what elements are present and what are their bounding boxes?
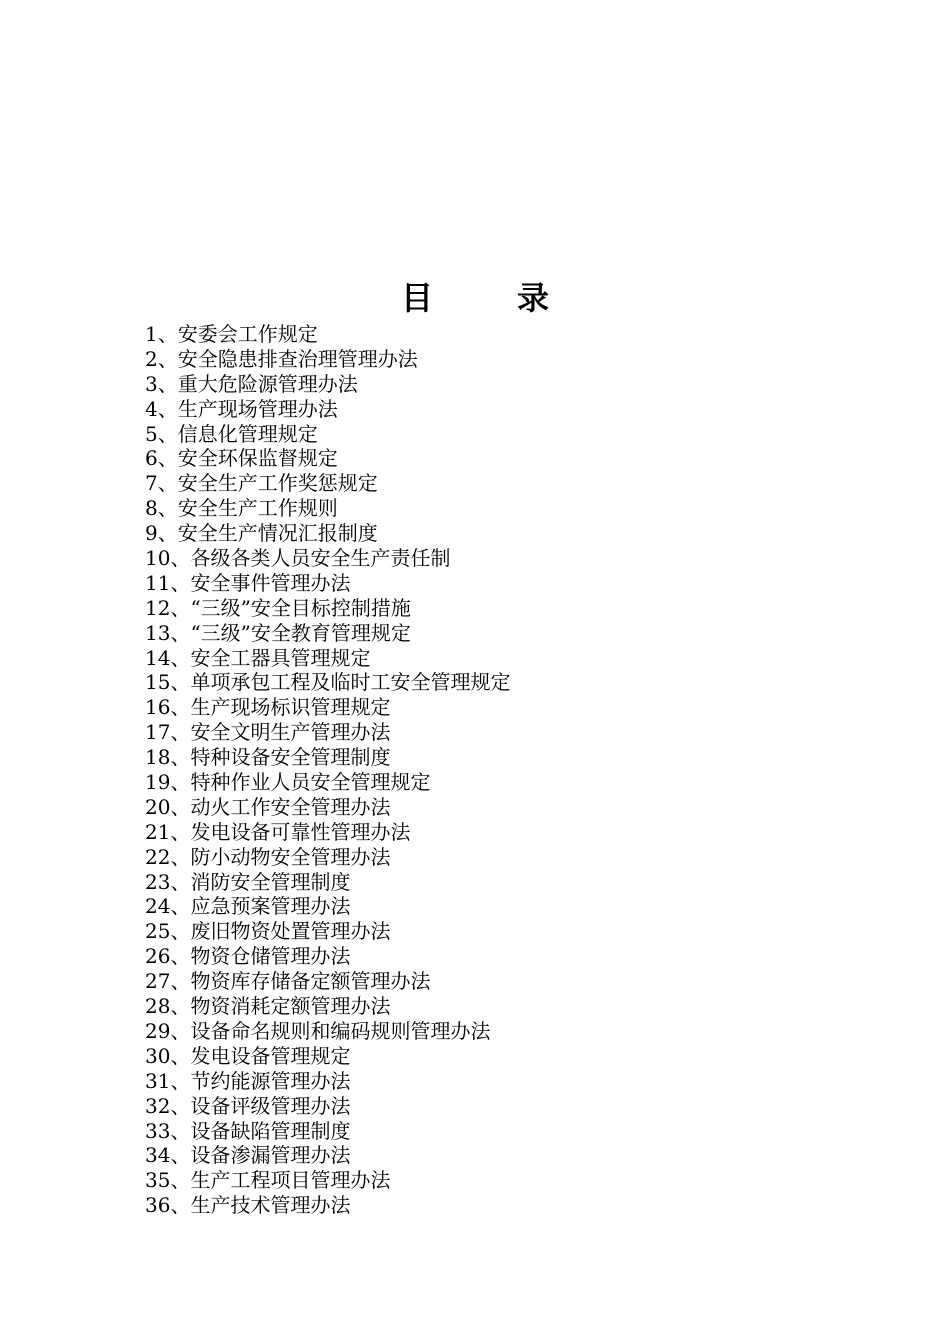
- toc-item: 14、安全工器具管理规定: [145, 645, 371, 670]
- toc-title-char-1: 目: [400, 279, 433, 317]
- toc-item: 10、各级各类人员安全生产责任制: [145, 546, 451, 571]
- toc-item: 21、发电设备可靠性管理办法: [145, 819, 411, 844]
- toc-item: 11、安全事件管理办法: [145, 570, 351, 595]
- toc-item: 23、消防安全管理制度: [145, 869, 351, 894]
- toc-item: 28、物资消耗定额管理办法: [145, 994, 391, 1019]
- toc-item: 27、物资库存储备定额管理办法: [145, 969, 431, 994]
- toc-item: 15、单项承包工程及临时工安全管理规定: [145, 670, 511, 695]
- toc-item: 1、安委会工作规定: [145, 322, 318, 346]
- toc-item: 35、生产工程项目管理办法: [145, 1168, 391, 1193]
- toc-item: 5、信息化管理规定: [145, 421, 318, 446]
- toc-item: 18、特种设备安全管理制度: [145, 745, 391, 770]
- toc-item: 26、物资仓储管理办法: [145, 944, 351, 969]
- toc-item: 2、安全隐患排查治理管理办法: [145, 346, 418, 371]
- toc-title: [0, 278, 950, 318]
- toc-item: 29、设备命名规则和编码规则管理办法: [145, 1018, 491, 1043]
- toc-item: 32、设备评级管理办法: [145, 1093, 351, 1118]
- toc-list: [145, 322, 510, 1218]
- toc-item: 7、安全生产工作奖惩规定: [145, 471, 378, 496]
- toc-item: 31、节约能源管理办法: [145, 1068, 351, 1093]
- toc-title-char-2: 录: [517, 279, 550, 317]
- toc-item: 9、安全生产情况汇报制度: [145, 521, 378, 546]
- toc-item: 20、动火工作安全管理办法: [145, 794, 391, 819]
- toc-item: 4、生产现场管理办法: [145, 396, 338, 421]
- toc-item: 16、生产现场标识管理规定: [145, 695, 391, 720]
- toc-item: 22、防小动物安全管理办法: [145, 844, 391, 869]
- toc-item: 12、“三级”安全目标控制措施: [145, 595, 411, 620]
- toc-item: 17、安全文明生产管理办法: [145, 720, 391, 745]
- toc-item: 25、废旧物资处置管理办法: [145, 919, 391, 944]
- toc-item: 33、设备缺陷管理制度: [145, 1118, 351, 1143]
- toc-item: 6、安全环保监督规定: [145, 446, 338, 471]
- toc-item: 19、特种作业人员安全管理规定: [145, 770, 431, 795]
- toc-item: 36、生产技术管理办法: [145, 1193, 351, 1218]
- toc-item: 8、安全生产工作规则: [145, 496, 338, 521]
- toc-item: 30、发电设备管理规定: [145, 1043, 351, 1068]
- toc-item: 13、“三级”安全教育管理规定: [145, 620, 411, 645]
- toc-item: 24、应急预案管理办法: [145, 894, 351, 919]
- toc-item: 3、重大危险源管理办法: [145, 371, 358, 396]
- toc-item: 34、设备渗漏管理办法: [145, 1143, 351, 1168]
